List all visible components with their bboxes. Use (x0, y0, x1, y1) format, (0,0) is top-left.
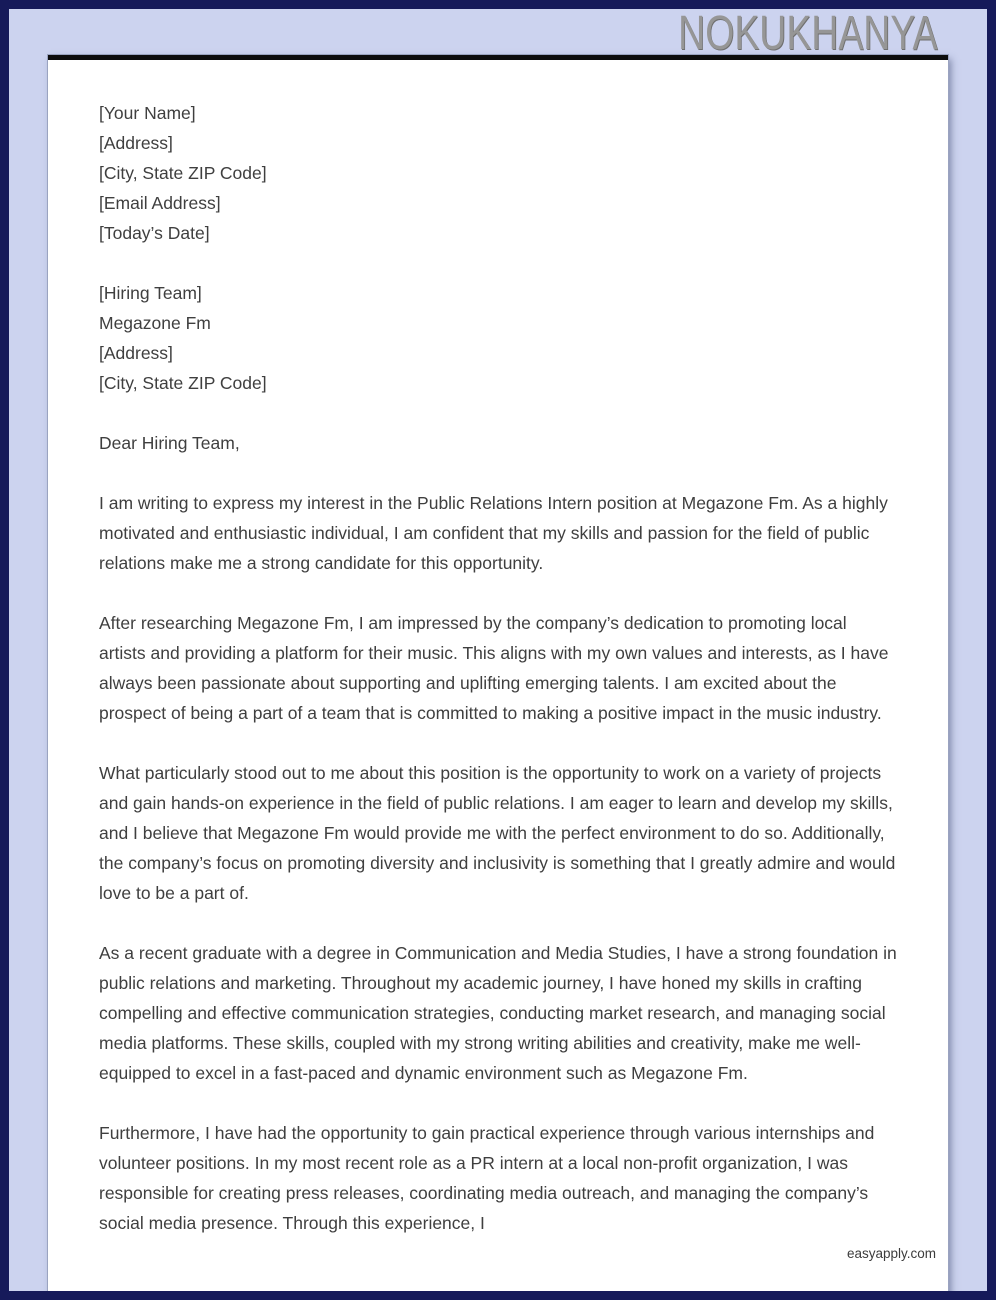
sender-date-line: [Today’s Date] (99, 223, 210, 243)
recipient-team-line: [Hiring Team] (99, 283, 202, 303)
brand-logo: NOKUKHANYA (678, 7, 938, 60)
watermark-text: easyapply.com (846, 1246, 936, 1261)
recipient-block (99, 278, 897, 398)
recipient-company-line: Megazone Fm (99, 313, 211, 333)
sender-city-line: [City, State ZIP Code] (99, 163, 267, 183)
recipient-address-line: [Address] (99, 343, 173, 363)
sender-name-line: [Your Name] (99, 103, 196, 123)
recipient-city-line: [City, State ZIP Code] (99, 373, 267, 393)
letter-page (48, 55, 948, 1300)
paragraph-company-research: After researching Megazone Fm, I am impressed by the company’s dedication to promoting local artists and providing a platform for their music. This aligns with my own values and interests, as I have always been passionate about supporting and uplifting emerging talents. I am excited about the prospect of being a part of a team that is committed to making a positive impact in the music industry. (99, 613, 889, 723)
letter-body (48, 60, 948, 1288)
paragraph-intro: I am writing to express my interest in the Public Relations Intern position at Megazone Fm. As a highly motivated and enthusiastic individual, I am confident that my skills and passion for the field of public relations make me a strong candidate for this opportunity. (99, 493, 888, 573)
sender-block (99, 98, 897, 248)
sender-email-line: [Email Address] (99, 193, 221, 213)
paragraph-qualifications: As a recent graduate with a degree in Communication and Media Studies, I have a strong foundation in public relations and marketing. Throughout my academic journey, I have honed my skills in crafting compelling and effective communication strategies, conducting market research, and managing social media platforms. These skills, coupled with my strong writing abilities and creativity, make me well-equipped to excel in a fast-paced and dynamic environment such as Megazone Fm. (99, 943, 897, 1083)
paragraph-experience: Furthermore, I have had the opportunity to gain practical experience through various internships and volunteer positions. In my most recent role as a PR intern at a local non-profit organization, I was responsible for creating press releases, coordinating media outreach, and managing the company’s social media presence. Through this experience, I (99, 1123, 875, 1233)
paragraph-position-interest: What particularly stood out to me about this position is the opportunity to work on a variety of projects and gain hands-on experience in the field of public relations. I am eager to learn and develop my skills, and I believe that Megazone Fm would provide me with the perfect environment to do so. Additionally, the company’s focus on promoting diversity and inclusivity is something that I greatly admire and would love to be a part of. (99, 763, 896, 903)
sender-address-line: [Address] (99, 133, 173, 153)
salutation: Dear Hiring Team, (99, 433, 240, 453)
